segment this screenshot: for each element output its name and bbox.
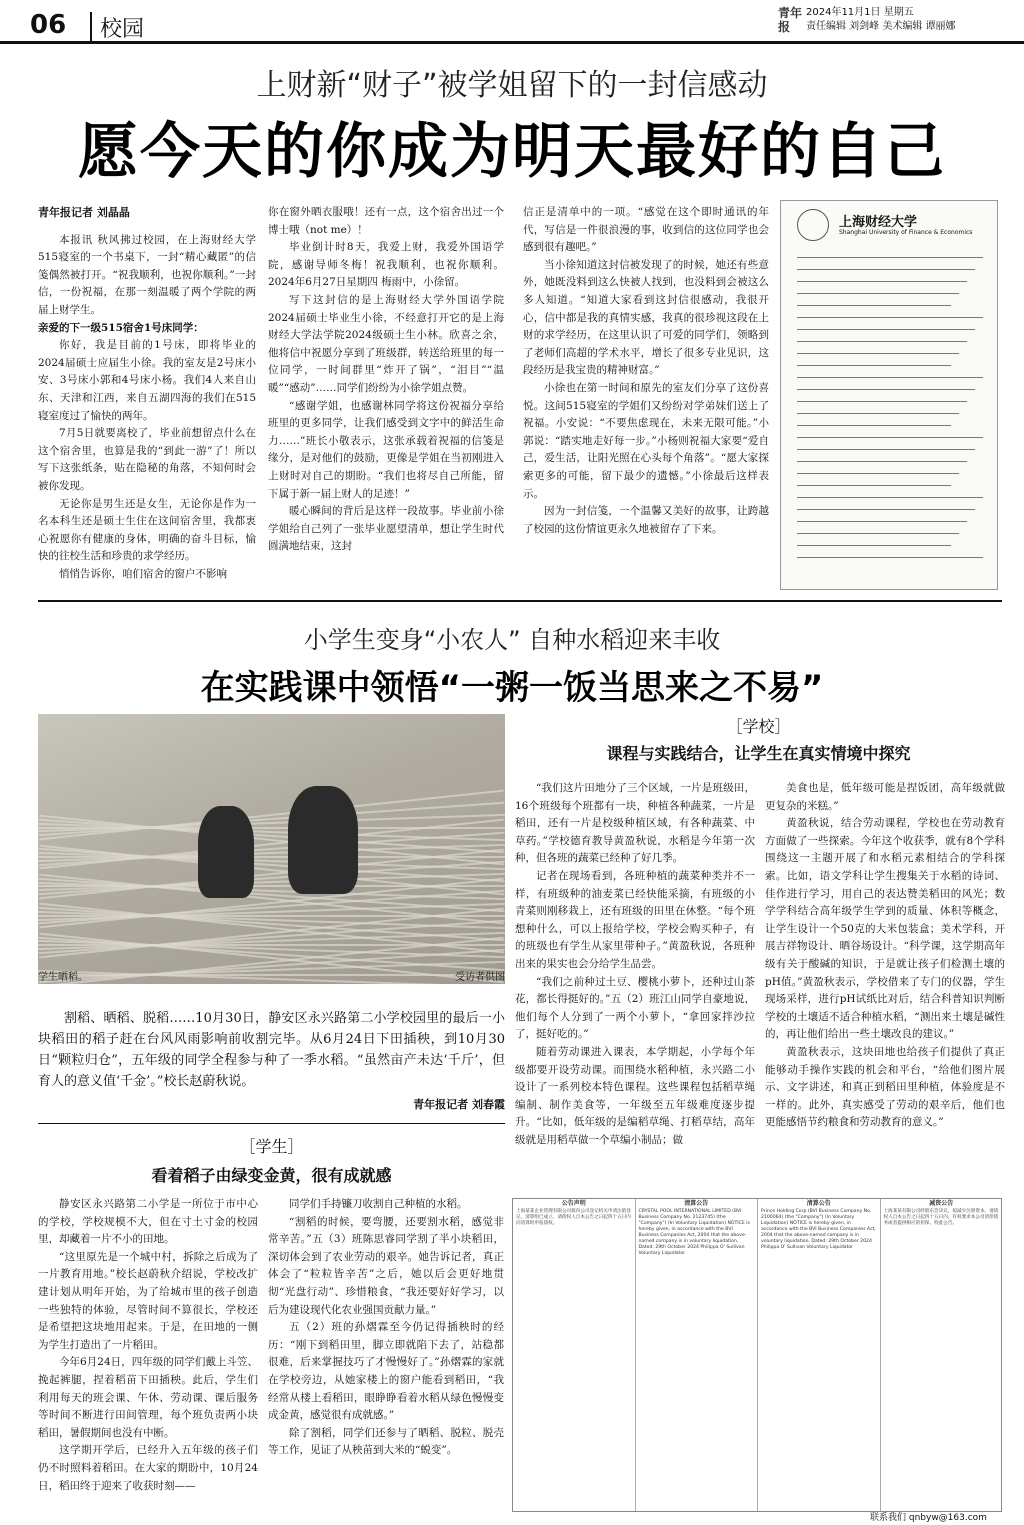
issue-date: 2024年11月1日 星期五 [806,7,914,18]
student-subhead-title: 看着稻子由绿变金黄，很有成就感 [151,1166,392,1185]
paragraph: 同学们手持镰刀收割自己种植的水稻。 [289,1198,468,1210]
letter-header: 上海财经大学 [839,215,918,230]
paragraph: 亲爱的下一级515宿舍1号床同学： [38,321,204,334]
footer-contact: 联系我们 qnbyw@163.com [870,1513,987,1523]
school-column-1 [515,780,755,1180]
handwriting-line [797,461,967,462]
story2-kicker: 小学生变身“小农人” 自种水稻迎来丰收 [303,626,721,654]
student-subhead [38,1134,505,1186]
school-subhead-title: 课程与实践结合，让学生在真实情境中探究 [606,744,911,763]
handwriting-line [797,389,975,390]
editors-line: 责任编辑 刘剑峰 美术编辑 谭丽娜 [806,21,956,32]
paragraph: 静安区永兴路第二小学是一所位于市中心的学校，学校规模不大，但在寸土寸金的校园里，却藏着一片不小的田地。 [38,1198,258,1246]
paragraph: 这学期开学后，已经升入五年级的孩子们仍不时照料着稻田。在大家的期盼中，10月24日，稻田终于迎来了收获时刻—— [38,1444,258,1492]
school-tag: ［学校］ [726,717,791,736]
masthead [0,0,1024,44]
handwriting-line [797,305,951,306]
handwriting-line [797,257,983,258]
notice-title: 减资公告 [929,1200,954,1207]
paragraph: “我们这片田地分了三个区域，一片是班级田，16个班级每个班都有一块，种植各种蔬菜，一片是稻田，还有一片是校级种植区域，有各种蔬菜、中草药。”学校德育教导黄盈秋说，水稻是今年第一次种，但各班的蔬菜已经种了好几季。 [515,782,755,865]
student-column-1 [38,1196,258,1512]
paragraph: 7月5日就要离校了，毕业前想留点什么在这个宿舍里，也算是我的“到此一游”了！所以写下这张纸条，贴在隐秘的角落，不知何时会被你发现。 [38,427,256,492]
story2-headline: 在实践课中领悟“一粥一饭当思来之不易” [200,668,824,708]
section-divider [38,600,1002,602]
paragraph: “这里原先是一个城中村，拆除之后成为了一片教育用地。”校长赵蔚秋介绍说，学校改扩建计划从明年开始，为了给城市里的孩子创造一些独特的体验，尽管时间不算很长，学校还是希望把这块地用起来。于是，在田地的一侧为学生打造出了一片稻田。 [38,1250,258,1351]
student-tag: ［学生］ [239,1137,304,1156]
handwriting-line [797,269,975,270]
notice-body: CRYSTAL POOL INTERNATIONAL LIMITED (BVI Business Company No. 2123745) (the "Company") (In Voluntary Liquidation) NOTICE is hereby given, in accordance with the BVI Business Companies Act, 2004 that the above-named company is in voluntary liquidation. Dated: 29th October 2024 Philippa O' Sullivan Voluntary Liquidator [638,1209,750,1256]
photo-credit: 受访者供图 [455,972,505,983]
handwriting-line [797,377,983,378]
handwriting-line [797,449,975,450]
story2-lead [38,1008,505,1115]
paragraph: 悄悄告诉你，咱们宿舍的窗户不影响 [59,567,227,580]
handwriting-line [797,497,983,498]
handwriting-line [797,317,983,318]
story2-lead-byline: 青年报记者 刘春霞 [413,1098,505,1111]
photo-caption-text: 学生晒稻。 [38,972,88,983]
newspaper-logo: 青年报 [778,6,803,34]
school-subhead [515,714,1002,764]
paragraph: “割稻的时候，要弯腰，还要割水稻，感觉非常辛苦。”五（3）班陈思睿同学割了半小块稻田，深切体会到了农业劳动的艰辛。她告诉记者，真正体会了“粒粒皆辛苦”之后，她以后会更好地贯彻“光盘行动”、珍惜粮食，“我还要好好学习，以后为建设现代化农业强国贡献力量。” [268,1215,504,1316]
paragraph: “感谢学姐，也感谢林同学将这份祝福分享给班里的更多同学，让我们感受到文字中的鲜活生命力……”班长小敬表示，这张承载着祝福的信笺是缘分，是对他们的鼓励，更像是学姐在当初刚进入上财时对自己的期盼。“我们也将尽自己所能，留下属于新一届上财人的足迹！” [268,399,504,500]
paragraph: 本报讯 秋风拂过校园，在上海财经大学515寝室的一个书桌下，一封“精心藏匿”的信笺偶然被打开。“祝我顺利，也祝你顺利。”一封信，一份祝福，在那一刻温暖了两个学院的两届上财学生。 [38,233,256,316]
handwritten-letter-image [780,200,998,590]
masthead-meta [806,6,956,34]
handwriting-line [797,425,951,426]
handwriting-line [797,281,967,282]
handwriting-line [797,521,967,522]
university-seal-icon [797,209,829,241]
handwriting-line [797,329,975,330]
left-divider [38,1123,505,1124]
students-drying-rice-photo [38,714,505,984]
handwriting-line [797,485,951,486]
story1-byline: 青年报记者 刘晶晶 [38,206,130,219]
student-figure [288,786,358,894]
notice-body: 上海某某有限公司经股东会决议，拟减少注册资本，请债权人自本公告之日起四十五日内，有权要求本公司清偿债务或者提供相应的担保。特此公告。 [883,1209,999,1226]
letter-header-en: Shanghai University of Finance & Economics [839,229,973,236]
story1-column-1 [38,204,256,584]
handwriting-line [797,473,959,474]
notice-column [881,1199,1003,1511]
story1-column-3 [523,204,769,584]
paragraph: 无论你是男生还是女生，无论你是作为一名本科生还是硕士生住在这间宿舍里，我都衷心祝愿你有健康的身体，明确的奋斗目标，愉快的往校生活和珍贵的求学经历。 [38,497,256,563]
handwriting-line [797,413,959,414]
paragraph: 记者在现场看到，各班种植的蔬菜种类并不一样，有班级种的油麦菜已经快能采摘，有班级的小青菜则刚移栽上，还有班级的田里在休整。“每个班想种什么，可以上报给学校，学校会购买种子，有的班级也有学生从家里带种子。”黄盈秋说，各班种出来的果实也会分给学生品尝。 [515,869,755,970]
notice-title: 清算公告 [684,1200,709,1207]
school-column-2 [765,780,1005,1180]
notice-body: Prince Holding Corp (BVI Business Company No. 2100064) (the "Company") (In Voluntary Liquidation) NOTICE is hereby given, in accordance with the BVI Business Companies Act, 2004 that the above-named company is in voluntary liquidation. Dated: 29th October 2024 Philippa O' Sullivan Voluntary Liquidator [761,1209,876,1250]
notice-column [636,1199,759,1511]
notice-column [758,1199,881,1511]
student-column-2 [268,1196,504,1512]
paragraph: 写下这封信的是上海财经大学外国语学院2024届硕士毕业生小徐，不经意打开它的是上海财经大学法学院2024级硕士生小林。欣喜之余，他将信中祝愿分享到了班级群，转送给班里的每一位同学，一时间群里“炸开了锅”，“泪目”“温暖”“感动”……同学们纷纷为小徐学姐点赞。 [268,293,504,394]
notice-title: 清算公告 [806,1200,831,1207]
handwriting-line [797,545,951,546]
paragraph: 美食也是，低年级可能是捏饭团，高年级就做更复杂的米糕。” [765,782,1005,812]
handwriting-line [797,341,967,342]
handwriting-line [797,365,951,366]
handwriting-line [797,401,967,402]
paragraph: 你好，我是目前的1号床，即将毕业的2024届硕士应届生小徐。我的室友是2号床小安、3号床小郭和4号床小杨。我们4人来自山东、天津和江西，来自五湖四海的我们在515寝室度过了愉快的两年。 [38,339,256,422]
page-number: 06 [30,10,67,40]
handwriting-line [797,533,959,534]
notice-title: 公告声明 [561,1200,586,1207]
handwriting-line [797,557,983,558]
paragraph: 黄盈秋说，结合劳动课程，学校也在劳动教育方面做了一些探索。今年这个收获季，就有8个学科围绕这一主题开展了和水稻元素相结合的学科探索。比如，语文学科让学生搜集关于水稻的诗词、佳作进行学习，用自己的表达赞美稻田的风光；数学学科结合高年级学生学到的质量、体积等概念，让学生设计一个50克的大米包装盒；美术学科，开展吉祥物设计、晒谷场设计。“科学课，这学期高年级有关于酸碱的知识，于是就让孩子们检测土壤的pH值。”黄盈秋表示，学校借来了专门的仪器，学生现场采样，进行pH试纸比对后，结合科普知识判断学校的土壤适不适合种植水稻，“测出来土壤是碱性的，再让他们给出一些土壤改良的建议。” [765,817,1005,1041]
story1-headline: 愿今天的你成为明天最好的自己 [78,117,946,187]
photo-caption [38,968,505,983]
paragraph: “我们之前种过土豆、樱桃小萝卜，还种过山茶花，都长得挺好的。”五（2）班江山同学自豪地说，他们每个人分到了一两个小萝卜，“拿回家拌沙拉了，挺好吃的。” [515,975,755,1041]
paragraph: 五（2）班的孙熠霖至今仍记得插秧时的经历：“刚下到稻田里，脚立即就陷下去了，站稳都很难，后来掌握技巧了才慢慢好了。”孙熠霖的家就在学校旁边，从她家楼上的窗户能看到稻田，“我经常从楼上看稻田，眼睁睁看着水稻从绿色慢慢变成金黄，感觉很有成就感。” [268,1321,504,1422]
paragraph: 随着劳动课进入课表，本学期起，小学每个年级都要开设劳动课。而围绕水稻种植，永兴路二小设计了一系列校本特色课程。这些课程包括稻草绳编制、制作美食等，一年级至五年级难度逐步提升。“比如，低年级的是编稻草绳、打稻草结，高年级就是用稻草做一个草编小制品；做 [515,1045,755,1146]
paragraph: 当小徐知道这封信被发现了的时候，她还有些意外，她既没料到这么快被人找到，也没料到会被这么多人知道。“知道大家看到这封信很感动，我很开心，信中都是我的真情实感，我真的很珍视这段在上财的求学经历，在这里认识了可爱的同学们，领略到了老师们高超的学术水平，增长了很多专业见识，这段经历是我宝贵的精神财富。” [523,258,769,377]
notice-column [513,1199,636,1511]
paragraph: 你在窗外晒衣服哦！还有一点，这个宿舍出过一个博士哦（not me）！ [268,206,504,236]
section-name: 校园 [90,12,144,43]
paragraph: 暖心瞬间的背后是这样一段故事。毕业前小徐学姐给自己列了一张毕业愿望清单，想让学生时代圆满地结束，这封 [268,505,504,553]
paragraph: 毕业倒计时8天，我爱上财，我爱外国语学院，感谢导师冬梅！祝我顺利，也祝你顺利。2024年6月27日星期四 梅雨中，小徐留。 [268,241,504,289]
paragraph: 除了割稻，同学们还参与了晒稻、脱粒、脱壳等工作，见证了从秧苗到大米的“蜕变”。 [268,1426,504,1457]
notice-body: 上海某某企业管理有限公司拟向公司登记机关申请注销登记，清算组已成立，请债权人自本公告之日起四十五日内向清算组申报债权。 [516,1209,631,1226]
paragraph: 因为一封信笺，一个温馨又美好的故事，让跨越了校园的这份情谊更永久地被留存了下来。 [523,505,769,535]
paragraph: 小徐也在第一时间和原先的室友们分享了这份喜悦。这间515寝室的学姐们又纷纷对学弟妹们送上了祝福。小安说：“不要焦虑现在，未来无限可能。”小郭说：“踏实地走好每一步。”小杨则祝福大家要“爱自己，爱生活，让阳光照在心头每个角落”。“愿大家探索更多的可能，留下最少的遗憾。”小徐最后这样表示。 [523,381,769,500]
paragraph: 今年6月24日，四年级的同学们戴上斗笠、挽起裤腿，捏着稻苗下田插秧。此后，学生们利用每天的班会课、午休、劳动课、课后服务等时间不断进行田间管理，每个班负责两小块稻田，暑假期间也没有中断。 [38,1356,258,1439]
story1-kicker: 上财新“财子”被学姐留下的一封信感动 [256,68,768,103]
handwriting-line [797,293,959,294]
story2-lead-text: 割稻、晒稻、脱稻……10月30日，静安区永兴路第二小学校园里的最后一小块稻田的稻子赶在台风风雨影响前收割完毕。从6月24日下田插秧，到10月30日“颗粒归仓”，五年级的同学全程参与种了一季水稻。“虽然亩产未达‘千斤’，但育人的意义值‘千金’。”校长赵蔚秋说。 [38,1011,505,1089]
paragraph: 黄盈秋表示，这块田地也给孩子们提供了真正能够动手操作实践的机会和平台，“给他们图片展示、文字讲述，和真正到稻田里种植，体验度是不一样的。此外，真实感受了劳动的艰辛后，他们也更能感悟节约粮食和劳动教育的意义。” [765,1045,1005,1129]
student-figure [198,806,254,898]
paragraph: 信正是清单中的一项。“感觉在这个即时通讯的年代，写信是一件很浪漫的事，收到信的这位同学也会感到很有趣吧。” [523,206,769,254]
handwriting-line [797,509,975,510]
handwriting-line [797,353,959,354]
story1-column-2 [268,204,504,584]
classified-notices [512,1198,1002,1512]
handwriting-line [797,437,983,438]
